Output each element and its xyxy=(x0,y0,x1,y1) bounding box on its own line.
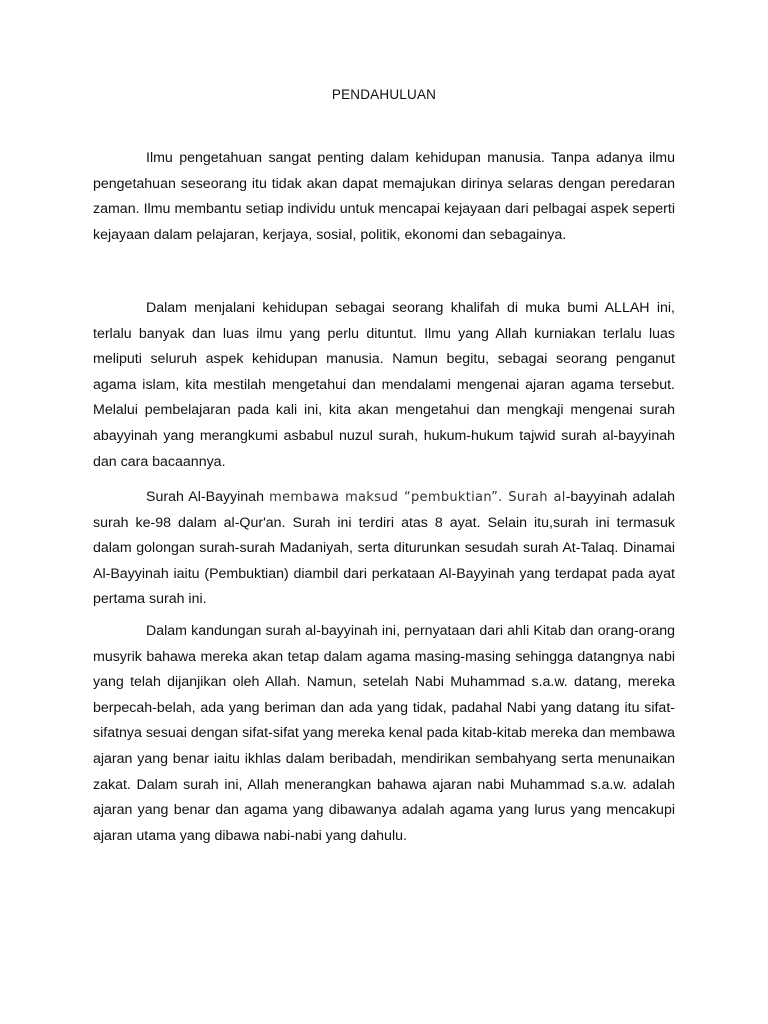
surah-meaning-text: membawa maksud “pembuktian”. Surah al xyxy=(269,490,566,505)
paragraph-surah-meaning xyxy=(93,485,675,613)
document-title: PENDAHULUAN xyxy=(331,87,437,102)
paragraph-khalifah: Dalam menjalani kehidupan sebagai seorang khalifah di muka bumi ALLAH ini, terlalu banyak dan luas ilmu yang perlu dituntut. Ilmu yang Allah kurniakan terlalu luas meliputi seluruh aspek kehidupan manusia. Namun begitu, sebagai seorang penganut agama islam, kita mestilah mengetahui dan mendalami mengenai ajaran agama tersebut. Melalui pembelajaran pada kali ini, kita akan mengetahui dan mengkaji mengenai surah abayyinah yang merangkumi asbabul nuzul surah, hukum-hukum tajwid surah al-bayyinah dan cara bacaannya. xyxy=(93,300,675,470)
paragraph-intro: Ilmu pengetahuan sangat penting dalam kehidupan manusia. Tanpa adanya ilmu pengetahuan seseorang itu tidak akan dapat memajukan dirinya selaras dengan peredaran zaman. Ilmu membantu setiap individu untuk mencapai kejayaan dari pelbagai aspek seperti kejayaan dalam pelajaran, kerjaya, sosial, politik, ekonomi dan sebagainya. xyxy=(93,150,675,243)
surah-name-text: Surah Al-Bayyinah xyxy=(146,489,270,505)
surah-details-text: -bayyinah adalah surah ke-98 dalam al-Qur'an. Surah ini terdiri atas 8 ayat. Selain itu,surah ini termasuk dalam golongan surah-surah Madaniyah, serta diturunkan sesudah surah At-Talaq. Dinamai Al-Bayyinah iaitu (Pembuktian) diambil dari perkataan Al-Bayyinah yang terdapat pada ayat pertama surah ini. xyxy=(93,489,675,608)
paragraph-content: Dalam kandungan surah al-bayyinah ini, pernyataan dari ahli Kitab dan orang-orang musyrik bahawa mereka akan tetap dalam agama masing-masing sehingga datangnya nabi yang telah dijanjikan oleh Allah. Namun, setelah Nabi Muhammad s.a.w. datang, mereka berpecah-belah, ada yang beriman dan ada yang tidak, padahal Nabi yang datang itu sifat-sifatnya sesuai dengan sifat-sifat yang mereka kenal pada kitab-kitab mereka dan membawa ajaran yang benar iaitu ikhlas dalam beribadah, mendirikan sembahyang serta menunaikan zakat. Dalam surah ini, Allah menerangkan bahawa ajaran nabi Muhammad s.a.w. adalah ajaran yang benar dan agama yang dibawanya adalah agama yang lurus yang mencakupi ajaran utama yang dibawa nabi-nabi yang dahulu. xyxy=(93,623,676,844)
